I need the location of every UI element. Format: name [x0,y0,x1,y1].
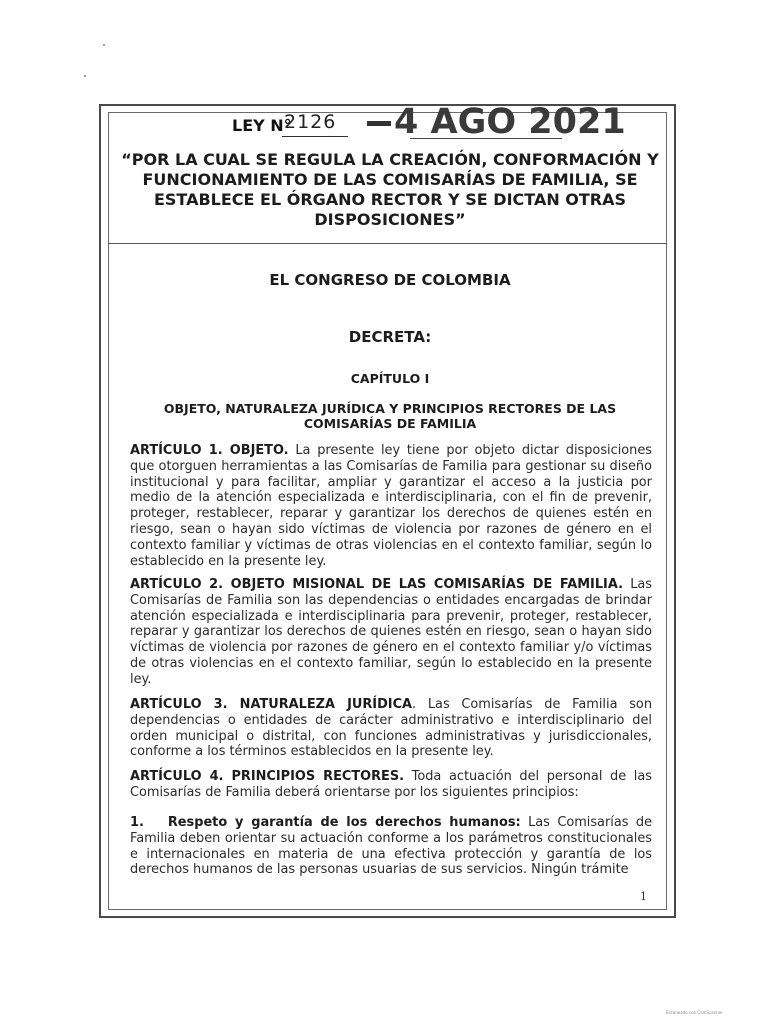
article-text: . Las Comisarías de Familia son dependencias o entidades de carácter administrativo e interdisciplinario del orden municipal o distrital, con funciones administrativas y jurisdiccionales, conforme a los términos establecidos en la presente ley. [130,697,652,760]
law-title: “POR LA CUAL SE REGULA LA CREACIÓN, CONFORMACIÓN Y FUNCIONAMIENTO DE LAS COMISARÍAS DE FAMILIA, SE ESTABLECE EL ÓRGANO RECTOR Y SE DICTAN OTRAS DISPOSICIONES” [121,150,659,229]
chapter-label: CAPÍTULO I [350,371,430,386]
item-text: Las Comisarías de Familia deben orientar su actuación conforme a los parámetros constitucionales e internacionales en materia de una efectiva protección y garantía de los derechos humanos de las personas usuarias de sus servicios. Ningún trámite [130,815,652,878]
item-number: 1. [130,815,144,830]
header-divider [108,243,667,244]
article-heading: ARTÍCULO 1. OBJETO. [130,443,289,458]
decreta-heading: DECRETA: [348,328,432,346]
scan-speck [103,44,105,46]
congress-heading: EL CONGRESO DE COLOMBIA [269,271,511,289]
law-label: LEY N° [232,116,292,135]
article-heading: ARTÍCULO 2. OBJETO MISIONAL DE LAS COMISARÍAS DE FAMILIA. [130,577,623,592]
article-text: Las Comisarías de Familia son las dependencias o entidades encargadas de brindar atención especializada e interdisciplinaria para prevenir, proteger, restablecer, reparar y garantizar los derechos de quienes estén en riesgo, sean o hayan sido víctimas de violencia por razones de género en el contexto familiar y/o víctimas de otras violencias en el contexto familiar, según lo establecido en la presente ley. [130,577,652,687]
article-heading: ARTÍCULO 4. PRINCIPIOS RECTORES. [130,769,405,784]
law-number-line [232,102,626,145]
law-number-underline [282,136,348,137]
item-heading: Respeto y garantía de los derechos humanos: [167,815,521,830]
chapter-title: OBJETO, NATURALEZA JURÍDICA Y PRINCIPIOS RECTORES DE LAS COMISARÍAS DE FAMILIA [163,401,617,431]
scan-speck [84,75,86,77]
law-date-underline [410,138,562,139]
article-1 [130,443,652,569]
date-dash [367,121,391,126]
article-heading: ARTÍCULO 3. NATURALEZA JURÍDICA [130,697,413,712]
scanner-watermark: Escaneado con CamScanner [666,1010,723,1015]
article-text: La presente ley tiene por objeto dictar disposiciones que otorguen herramientas a las Comisarías de Familia para gestionar su diseño institucional y para facilitar, ampliar y garantizar el acceso a la justicia por medio de la atención especializada e interdisciplinaria, con el fin de prevenir, proteger, restablecer, reparar y garantizar los derechos de quienes estén en riesgo, sean o hayan sido víctimas de violencia por razones de género en el contexto familiar y víctimas de otras violencias en el contexto familiar, según lo establecido en la presente ley. [130,443,652,569]
article-text: Toda actuación del personal de las Comisarías de Familia deberá orientarse por los siguientes principios: [130,769,652,800]
law-date-stamp: 4 AGO 2021 [394,102,626,142]
page-number: 1 [640,890,647,903]
article-2 [130,577,652,688]
article-4 [130,769,652,801]
principle-item-1 [130,815,652,878]
law-number: 2126 [284,111,337,133]
article-3 [130,697,652,760]
